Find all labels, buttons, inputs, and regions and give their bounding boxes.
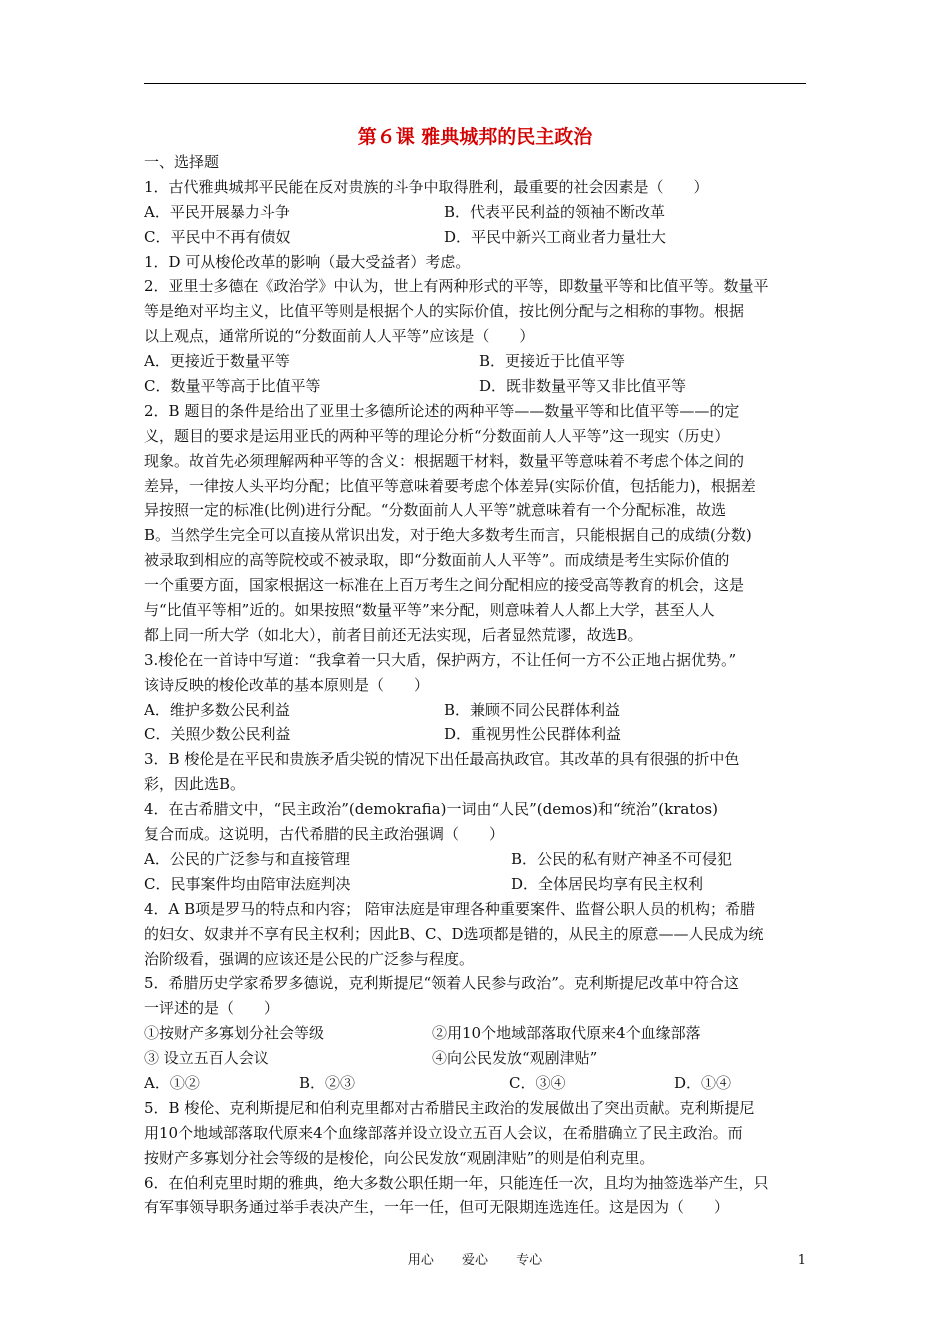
page-footer xyxy=(144,1251,806,1271)
text-line: 3．B 梭伦是在平民和贵族矛盾尖锐的情况下出任最高执政官。其改革的具有很强的折中色 xyxy=(144,750,740,769)
option-text: D．既非数量平等又非比值平等 xyxy=(479,377,687,396)
option-text: C．民事案件均由陪审法庭判决 xyxy=(144,874,351,893)
option-text: ③ 设立五百人会议 xyxy=(144,1049,269,1068)
option-row xyxy=(144,1071,806,1096)
text-line: 有军事领导职务通过举手表决产生，一年一任，但可无限期连选连任。这是因为（ ） xyxy=(144,1198,730,1217)
header-rule xyxy=(144,83,806,84)
text-line: 治阶级看，强调的应该还是公民的广泛参与程度。 xyxy=(144,949,475,968)
page-number: 1 xyxy=(797,1253,806,1268)
option-text: C．平民中不再有债奴 xyxy=(144,227,291,246)
option-text: A．①② xyxy=(144,1073,200,1092)
footer-motto-word: 爱心 xyxy=(461,1253,488,1268)
option-row xyxy=(144,225,806,250)
text-line: 都上同一所大学（如北大），前者目前还无法实现，后者显然荒谬，故选B。 xyxy=(144,625,643,644)
option-text: B．公民的私有财产神圣不可侵犯 xyxy=(511,849,733,868)
text-line: 3.梭伦在一首诗中写道：“我拿着一只大盾，保护两方，不让任何一方不公正地占据优势。” xyxy=(144,650,737,669)
option-text: C．关照少数公民利益 xyxy=(144,725,291,744)
text-line: 被录取到相应的高等院校或不被录取，即“分数面前人人平等”。而成绩是考生实际价值的 xyxy=(144,551,730,570)
option-row xyxy=(144,722,806,747)
option-text: A．维护多数公民利益 xyxy=(144,700,290,719)
text-line: B。当然学生完全可以直接从常识出发，对于绝大多数考生而言，只能根据自己的成绩(分数) xyxy=(144,526,752,545)
text-line: 彩，因此选B。 xyxy=(144,775,246,794)
text-line: 1．古代雅典城邦平民能在反对贵族的斗争中取得胜利，最重要的社会因素是（ ） xyxy=(144,177,709,196)
option-text: A．更接近于数量平等 xyxy=(144,352,290,371)
text-line: 用10个地域部落取代原来4个血缘部落并设立设立五百人会议，在希腊确立了民主政治。而 xyxy=(144,1123,743,1142)
footer-motto xyxy=(144,1251,806,1271)
option-row xyxy=(144,1021,806,1046)
text-line: 6．在伯利克里时期的雅典，绝大多数公职任期一年，只能连任一次，且均为抽签选举产生，只 xyxy=(144,1173,769,1192)
option-text: D．全体居民均享有民主权利 xyxy=(511,874,704,893)
text-line: 4．在古希腊文中，“民主政治”(demokrafia)一词由“人民”(demos)和“统治”(kratos) xyxy=(144,800,718,819)
text-line: 按财产多寡划分社会等级的是梭伦，向公民发放“观剧津贴”的则是伯利克里。 xyxy=(144,1148,655,1167)
option-text: C．数量平等高于比值平等 xyxy=(144,377,321,396)
text-line: 1．D 可从梭伦改革的影响（最大受益者）考虑。 xyxy=(144,252,471,271)
option-row xyxy=(144,1046,806,1071)
option-text: B．兼顾不同公民群体利益 xyxy=(444,700,621,719)
text-line: 义，题目的要求是运用亚氏的两种平等的理论分析“分数面前人人平等”这一现实（历史） xyxy=(144,426,730,445)
text-line: 以上观点，通常所说的“分数面前人人平等”应该是（ ） xyxy=(144,327,535,346)
text-line: 5．B 梭伦、克利斯提尼和伯利克里都对古希腊民主政治的发展做出了突出贡献。克利斯提尼 xyxy=(144,1098,755,1117)
page-title: 第６课 雅典城邦的民主政治 xyxy=(357,126,593,148)
option-row xyxy=(144,872,806,897)
text-line: 的妇女、奴隶并不享有民主权利；因此B、C、D选项都是错的，从民主的原意——人民成为统 xyxy=(144,924,764,943)
option-row xyxy=(144,698,806,723)
footer-motto-word: 用心 xyxy=(407,1253,434,1268)
option-text: B．②③ xyxy=(299,1073,356,1092)
text-line: 2．亚里士多德在《政治学》中认为，世上有两种形式的平等，即数量平等和比值平等。数量平 xyxy=(144,277,769,296)
option-text: D．平民中新兴工商业者力量壮大 xyxy=(444,227,667,246)
text-line: 一评述的是（ ） xyxy=(144,999,280,1018)
text-line: 现象。故首先必须理解两种平等的含义：根据题干材料，数量平等意味着不考虑个体之间的 xyxy=(144,451,745,470)
text-line: 5．希腊历史学家希罗多德说，克利斯提尼“领着人民参与政治”。克利斯提尼改革中符合这 xyxy=(144,974,739,993)
option-text: A．平民开展暴力斗争 xyxy=(144,202,290,221)
text-line: 一个重要方面，国家根据这一标准在上百万考生之间分配相应的接受高等教育的机会，这是 xyxy=(144,576,745,595)
option-row xyxy=(144,374,806,399)
text-line: 4．A B项是罗马的特点和内容； 陪审法庭是审理各种重要案件、监督公职人员的机构；希腊 xyxy=(144,899,755,918)
option-row xyxy=(144,349,806,374)
option-text: ①按财产多寡划分社会等级 xyxy=(144,1024,325,1043)
text-line: 该诗反映的梭伦改革的基本原则是（ ） xyxy=(144,675,430,694)
option-text: A．公民的广泛参与和直接管理 xyxy=(144,849,350,868)
option-row xyxy=(144,200,806,225)
option-row xyxy=(144,847,806,872)
option-text: B．代表平民利益的领袖不断改革 xyxy=(444,202,666,221)
text-line: 异按照一定的标准(比例)进行分配。“分数面前人人平等”就意味着有一个分配标准，故选 xyxy=(144,501,727,520)
option-text: B．更接近于比值平等 xyxy=(479,352,626,371)
option-text: ④向公民发放“观剧津贴” xyxy=(432,1049,598,1068)
option-text: D．①④ xyxy=(674,1073,732,1092)
option-text: D．重视男性公民群体利益 xyxy=(444,725,622,744)
text-line: 差异，一律按人头平均分配；比值平等意味着要考虑个体差异(实际价值，包括能力)，根据差 xyxy=(144,476,756,495)
option-text: ②用10个地域部落取代原来4个血缘部落 xyxy=(432,1024,701,1043)
text-line: 与“比值平等相”近的。如果按照“数量平等”来分配，则意味着人人都上大学，甚至人人 xyxy=(144,601,715,620)
text-line: 复合而成。这说明，古代希腊的民主政治强调（ ） xyxy=(144,825,505,844)
option-text: C．③④ xyxy=(509,1073,566,1092)
footer-motto-word: 专心 xyxy=(516,1253,543,1268)
section-heading: 一、选择题 xyxy=(144,153,220,171)
document-body xyxy=(144,150,806,1220)
text-line: 2．B 题目的条件是给出了亚里士多德所论述的两种平等——数量平等和比值平等——的定 xyxy=(144,401,740,420)
text-line: 等是绝对平均主义，比值平等则是根据个人的实际价值，按比例分配与之相称的事物。根据 xyxy=(144,302,745,321)
